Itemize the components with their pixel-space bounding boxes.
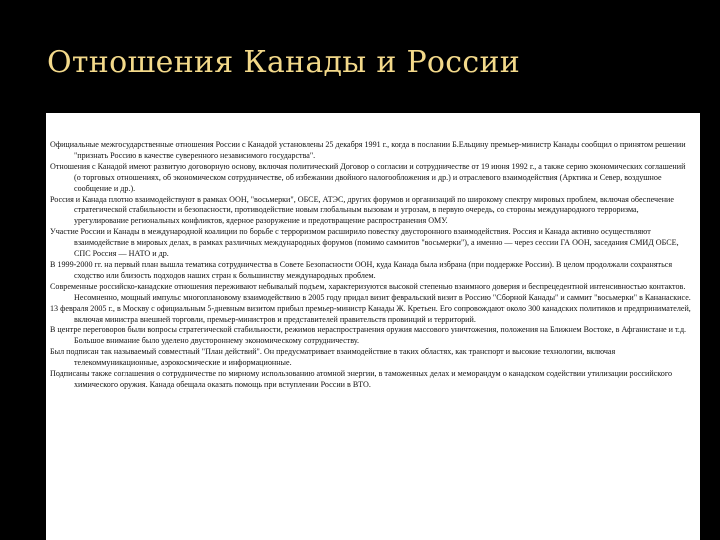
title-bar (0, 0, 720, 113)
paragraph: Подписаны также соглашения о сотрудничестве по мирному использованию атомной энергии, в таможенных делах и меморандум о канадском содействии утилизации российского химического оружия. Канада обещала оказать помощь при вступлении России в ВТО. (50, 369, 673, 389)
paragraph: Официальные межгосударственные отношения России с Канадой установлены 25 декабря 1991 г., когда в послании Б.Ельцину премьер-министр Канады сообщил о принятом решении "признать Россию в качестве суверенного независимого государства". (50, 140, 686, 160)
paragraph: В центре переговоров были вопросы стратегической стабильности, режимов нераспространения оружия массового уничтожения, положения на Ближнем Востоке, в Афганистане и т.д. Большое внимание было уделено двустороннему экономическому сотрудничеству. (50, 325, 687, 346)
paragraph: 13 февраля 2005 г., в Москву с официальным 5-дневным визитом прибыл премьер-министр Канады Ж. Кретьен. Его сопровождают около 300 канадских политиков и предпринимателей, включая министра внешней торговли, премьер-министров и представителей правительств провинций и территорий. (50, 303, 691, 324)
slide-title: Отношения Канады и России (47, 45, 521, 80)
paragraph: Россия и Канада плотно взаимодействуют в рамках ООН, "восьмерки", ОБСЕ, АТЭС, других форумов и организаций по широкому спектру мировых проблем, включая обеспечение стратегической стабильности и безопасности, противодействие новым глобальным вызовам и угрозам, в первую очередь, со стороны международного терроризма, урегулирование региональных конфликтов, ядерное разоружение и предотвращение распространения ОМУ. (50, 194, 674, 226)
paragraph: Участие России и Канады в международной коалиции по борьбе с терроризмом расширило повестку двусторонного взаимодействия. Россия и Канада активно осуществляют взаимодействие в мировых делах, в рамках различных международных форумов (помимо саммитов "восьмерки"), а именно — через сессии ГА ООН, заседания СМИД ОБСЕ, СПС Россия — НАТО и др. (50, 227, 679, 259)
content-area (46, 113, 700, 540)
paragraph: Отношения с Канадой имеют развитую договорную основу, включая политический Договор о согласии и сотрудничестве от 19 июня 1992 г., а также серию экономических соглашений (о торговых отношениях, об экономическом сотрудничестве, об избежании двойного налогообложения и др.) и отраслевого взаимодействия (Арктика и Север, воздушное сообщение и др.). (50, 161, 686, 193)
paragraph: В 1999-2000 гг. на первый план вышла тематика сотрудничества в Совете Безопасности ООН, куда Канада была избрана (при поддержке России). В целом продолжали сохраняться сходство или близость подходов наших стран к большинству международных проблем. (50, 259, 673, 280)
paragraph-list (50, 140, 692, 391)
paragraph: Был подписан так называемый совместный "План действий". Он предусматривает взаимодействие в таких областях, как транспорт и высокие технологии, включая телекоммуникационные, аэрокосмические и информационные. (50, 347, 616, 368)
paragraph: Современные российско-канадские отношения переживают небывалый подъем, характеризуются высокой степенью взаимного доверия и беспрецедентной интенсивностью контактов. Несомненно, мощный импульс многоплановому взаимодействию в 2005 году придал визит февральский визит в Россию "Сборной Канады" и саммит "восьмерки" в Кананаскисе. (50, 281, 691, 302)
